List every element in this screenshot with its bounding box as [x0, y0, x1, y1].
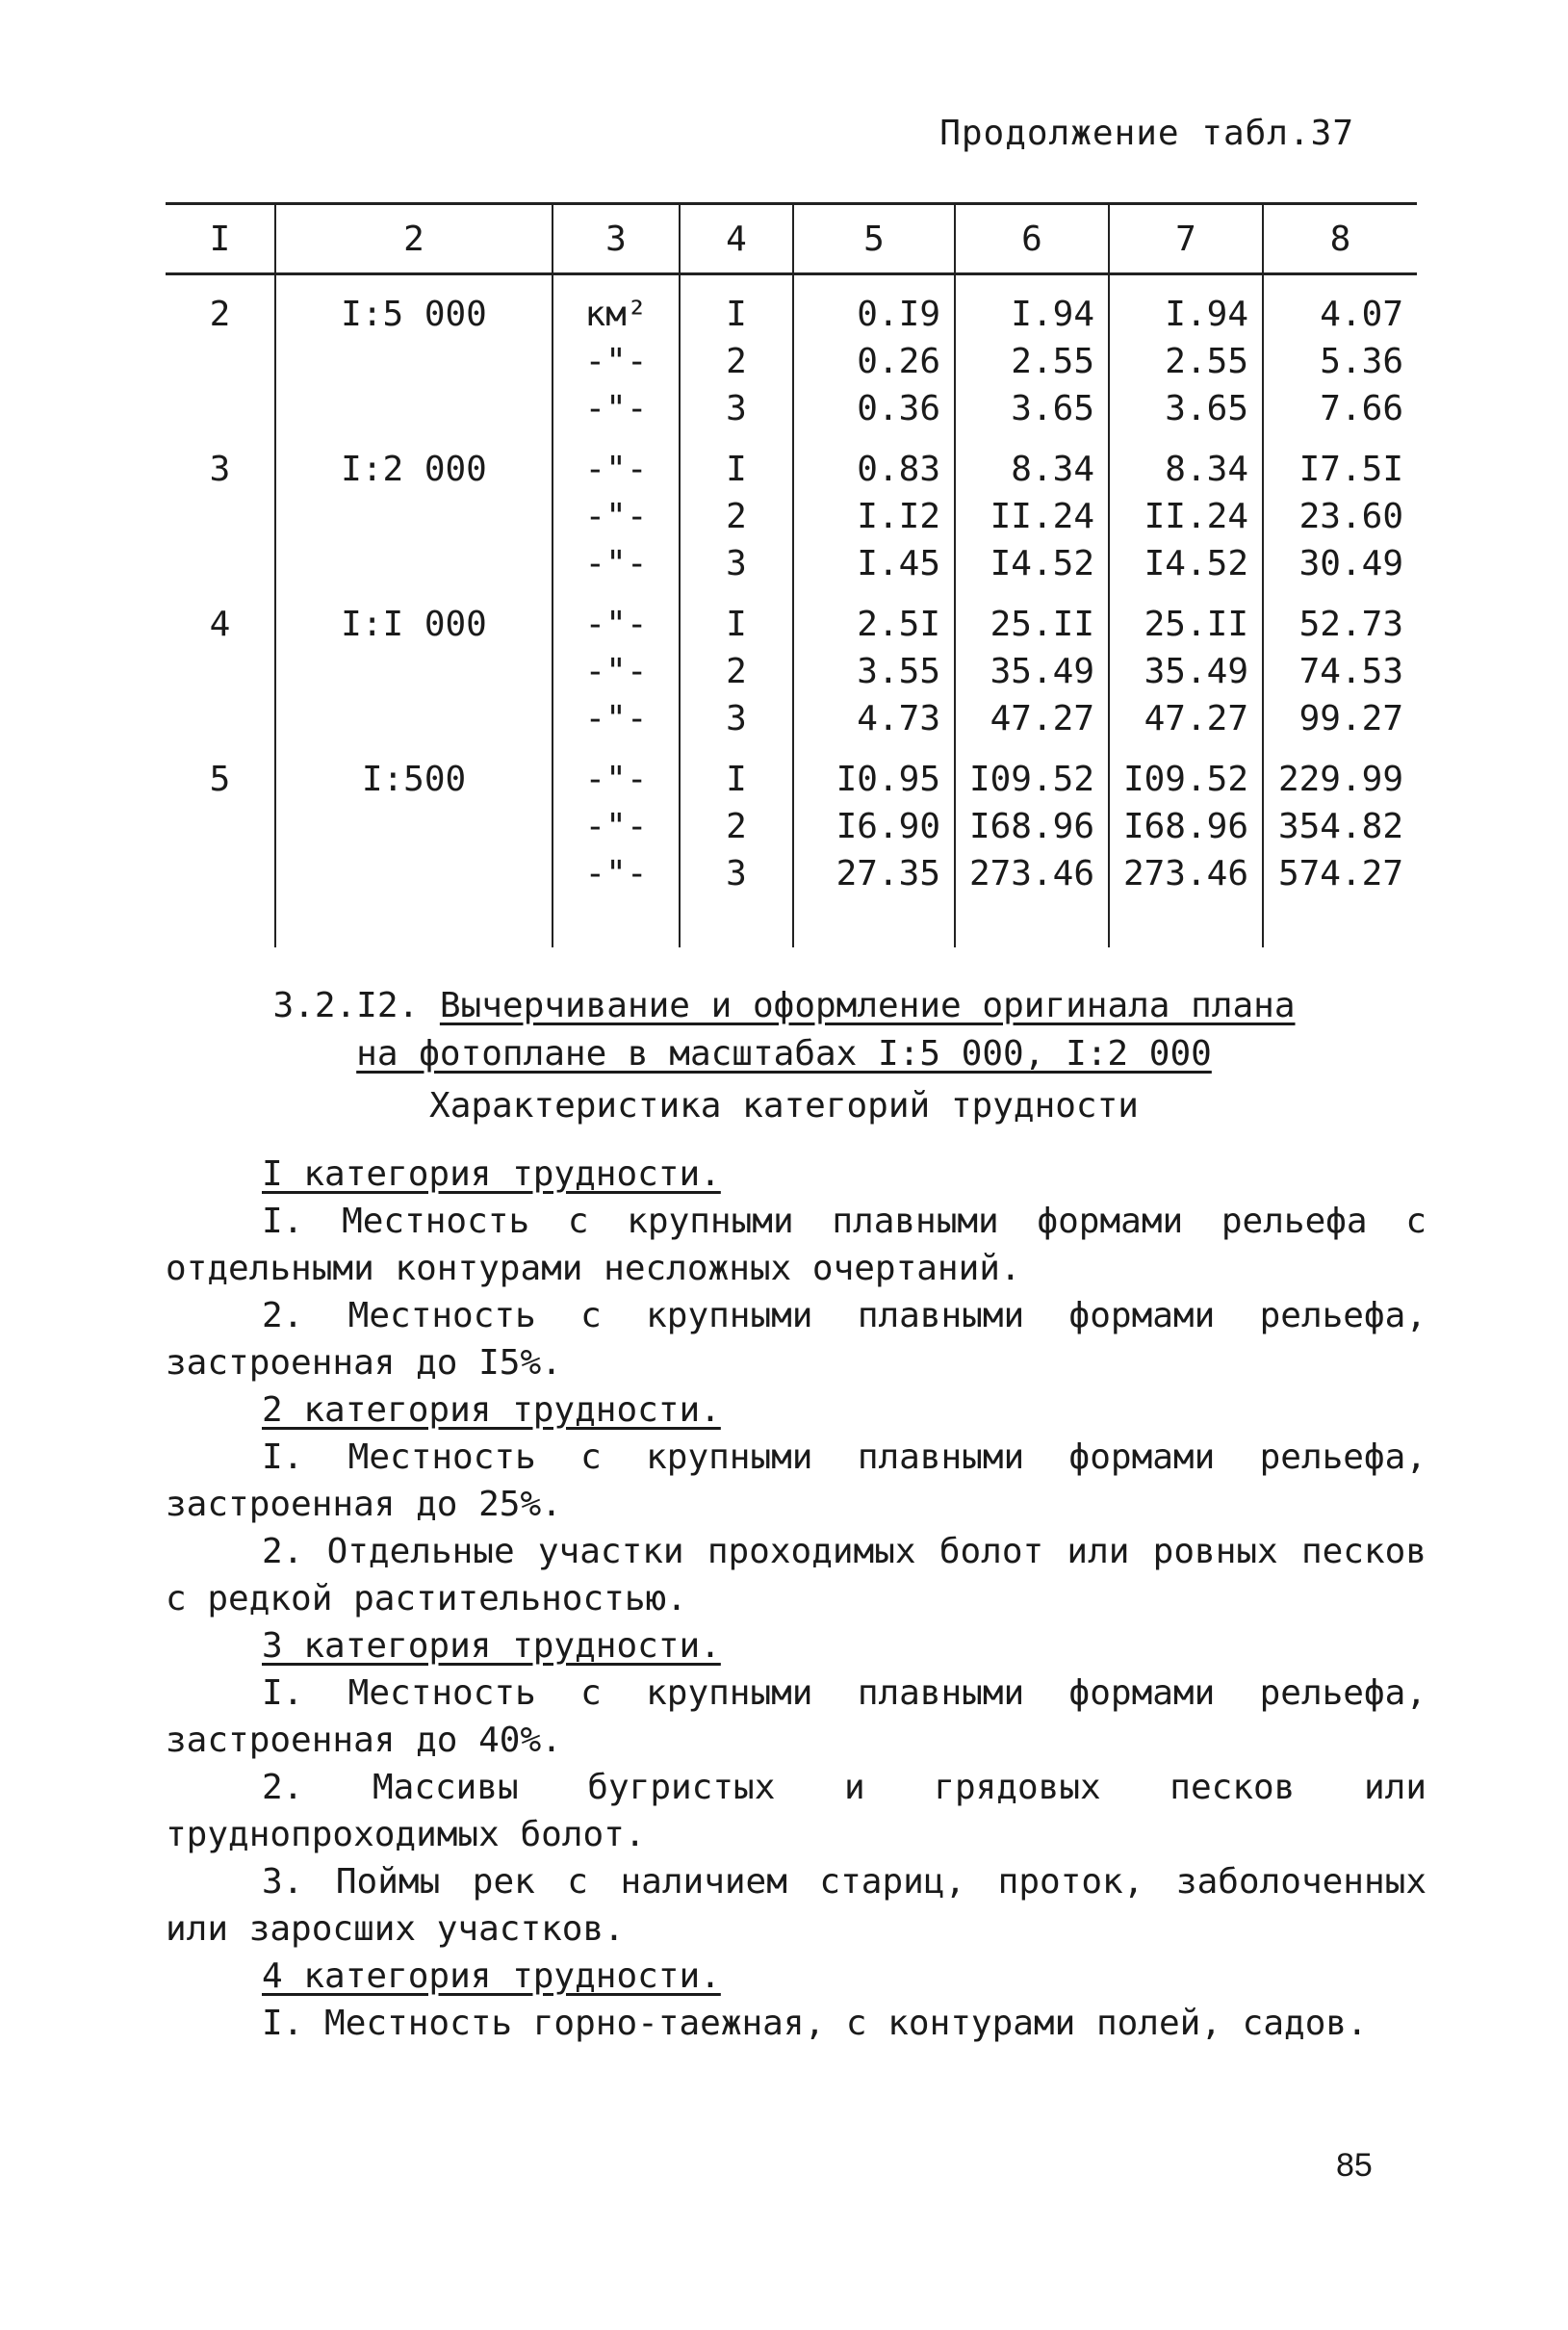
category-item: I. Местность горно-таежная, с контурами полей, садов.: [262, 2004, 1368, 2043]
scale-cell: I:500: [275, 742, 553, 803]
row-number-cell: [166, 695, 275, 742]
column-header: 8: [1263, 204, 1417, 274]
value-cell: 0.I9: [793, 274, 955, 339]
value-cell: 229.99: [1263, 742, 1417, 803]
value-cell: 4.73: [793, 695, 955, 742]
category-heading: 2 категория трудности.: [262, 1390, 721, 1430]
value-cell: I.I2: [793, 493, 955, 540]
value-cell: 2.5I: [793, 587, 955, 648]
row-number-cell: [166, 493, 275, 540]
value-cell: 25.II: [1109, 587, 1263, 648]
value-cell: I0.95: [793, 742, 955, 803]
category-heading: 3 категория трудности.: [262, 1626, 721, 1666]
category-item: I. Местность с крупными плавными формами рельефа с отдельными контурами несложных очертаний.: [166, 1202, 1427, 1288]
unit-cell: -"-: [553, 648, 680, 695]
category-heading: I категория трудности.: [262, 1154, 721, 1194]
table-row: [166, 493, 1417, 540]
value-cell: 574.27: [1263, 850, 1417, 897]
table-row: [166, 274, 1417, 339]
value-cell: 273.46: [955, 850, 1109, 897]
value-cell: II.24: [955, 493, 1109, 540]
category-item: I. Местность с крупными плавными формами рельефа, застроенная до 40%.: [166, 1673, 1427, 1760]
category-item: 2. Отдельные участки проходимых болот или ровных песков с редкой растительностью.: [166, 1532, 1427, 1618]
value-cell: 47.27: [1109, 695, 1263, 742]
row-number-cell: [166, 385, 275, 432]
empty-cell: [553, 897, 680, 947]
section-subheading: Характеристика категорий трудности: [429, 1086, 1139, 1126]
row-number-cell: [166, 540, 275, 587]
unit-cell: -"-: [553, 338, 680, 385]
category-cell: I: [680, 274, 793, 339]
category-cell: 3: [680, 850, 793, 897]
value-cell: 354.82: [1263, 803, 1417, 850]
category-cell: I: [680, 432, 793, 493]
unit-cell: -"-: [553, 695, 680, 742]
value-cell: I.45: [793, 540, 955, 587]
scale-cell: [275, 338, 553, 385]
category-item: 2. Местность с крупными плавными формами рельефа, застроенная до I5%.: [166, 1296, 1427, 1383]
empty-cell: [1263, 897, 1417, 947]
category-cell: 3: [680, 385, 793, 432]
value-cell: 0.83: [793, 432, 955, 493]
value-cell: 47.27: [955, 695, 1109, 742]
value-cell: 3.65: [955, 385, 1109, 432]
unit-cell: -"-: [553, 803, 680, 850]
table-row: [166, 385, 1417, 432]
value-cell: I09.52: [955, 742, 1109, 803]
category-cell: 2: [680, 803, 793, 850]
column-header: 5: [793, 204, 955, 274]
value-cell: 273.46: [1109, 850, 1263, 897]
value-cell: 0.26: [793, 338, 955, 385]
table-header-row: [166, 204, 1417, 274]
value-cell: 5.36: [1263, 338, 1417, 385]
row-number-cell: [166, 338, 275, 385]
value-cell: 7.66: [1263, 385, 1417, 432]
unit-cell: -"-: [553, 850, 680, 897]
value-cell: 8.34: [955, 432, 1109, 493]
value-cell: II.24: [1109, 493, 1263, 540]
value-cell: 30.49: [1263, 540, 1417, 587]
section-title-line-2: на фотоплане в масштабах I:5 000, I:2 000: [356, 1034, 1212, 1074]
category-cell: I: [680, 587, 793, 648]
table-row: [166, 742, 1417, 803]
unit-cell: -"-: [553, 385, 680, 432]
value-cell: 2.55: [955, 338, 1109, 385]
section-title-line-1: Вычерчивание и оформление оригинала плана: [439, 986, 1296, 1025]
column-header: 6: [955, 204, 1109, 274]
unit-cell: -"-: [553, 587, 680, 648]
category-item: I. Местность с крупными плавными формами рельефа, застроенная до 25%.: [166, 1437, 1427, 1524]
value-cell: I68.96: [955, 803, 1109, 850]
row-number-cell: [166, 803, 275, 850]
column-header: 3: [553, 204, 680, 274]
table-row: [166, 540, 1417, 587]
scale-cell: [275, 648, 553, 695]
table-row: [166, 338, 1417, 385]
table-row: [166, 803, 1417, 850]
value-cell: 23.60: [1263, 493, 1417, 540]
value-cell: 35.49: [1109, 648, 1263, 695]
empty-cell: [1109, 897, 1263, 947]
category-heading: 4 категория трудности.: [262, 1956, 721, 1996]
column-header: 2: [275, 204, 553, 274]
value-cell: I.94: [955, 274, 1109, 339]
value-cell: 99.27: [1263, 695, 1417, 742]
table-tail-row: [166, 897, 1417, 947]
unit-cell: -"-: [553, 540, 680, 587]
unit-cell: км²: [553, 274, 680, 339]
column-header: I: [166, 204, 275, 274]
unit-cell: -"-: [553, 493, 680, 540]
category-cell: 3: [680, 695, 793, 742]
value-cell: 25.II: [955, 587, 1109, 648]
table-row: [166, 648, 1417, 695]
value-cell: 8.34: [1109, 432, 1263, 493]
scale-cell: I:I 000: [275, 587, 553, 648]
value-cell: 4.07: [1263, 274, 1417, 339]
category-cell: I: [680, 742, 793, 803]
section-title: [0, 982, 1568, 1078]
column-header: 4: [680, 204, 793, 274]
unit-cell: -"-: [553, 432, 680, 493]
value-cell: 27.35: [793, 850, 955, 897]
table-row: [166, 432, 1417, 493]
value-cell: 3.55: [793, 648, 955, 695]
scale-cell: I:2 000: [275, 432, 553, 493]
scale-cell: [275, 385, 553, 432]
empty-cell: [166, 897, 275, 947]
scale-cell: I:5 000: [275, 274, 553, 339]
row-number-cell: 2: [209, 295, 231, 334]
value-cell: 74.53: [1263, 648, 1417, 695]
table-body: [166, 274, 1417, 948]
value-cell: 3.65: [1109, 385, 1263, 432]
row-number-cell: 5: [209, 760, 231, 799]
categories-list: [166, 1151, 1427, 2047]
table-row: [166, 850, 1417, 897]
page-number: 85: [1336, 2147, 1373, 2184]
table-row: [166, 695, 1417, 742]
table-row: [166, 587, 1417, 648]
row-number-cell: 3: [209, 450, 231, 489]
row-number-cell: 4: [209, 605, 231, 644]
value-cell: I09.52: [1109, 742, 1263, 803]
scale-cell: [275, 540, 553, 587]
empty-cell: [793, 897, 955, 947]
category-cell: 3: [680, 540, 793, 587]
scale-cell: [275, 850, 553, 897]
column-header: 7: [1109, 204, 1263, 274]
value-cell: 0.36: [793, 385, 955, 432]
value-cell: 35.49: [955, 648, 1109, 695]
scale-cell: [275, 695, 553, 742]
value-cell: I4.52: [955, 540, 1109, 587]
value-cell: 52.73: [1263, 587, 1417, 648]
empty-cell: [955, 897, 1109, 947]
value-cell: I6.90: [793, 803, 955, 850]
value-cell: I.94: [1109, 274, 1263, 339]
scale-cell: [275, 493, 553, 540]
category-item: 2. Массивы бугристых и грядовых песков или труднопроходимых болот.: [166, 1768, 1427, 1854]
category-cell: 2: [680, 338, 793, 385]
data-table: [166, 202, 1417, 947]
value-cell: I68.96: [1109, 803, 1263, 850]
table-continuation-label: Продолжение табл.37: [939, 114, 1354, 153]
row-number-cell: [166, 648, 275, 695]
empty-cell: [680, 897, 793, 947]
empty-cell: [275, 897, 553, 947]
section-number: 3.2.I2.: [272, 986, 420, 1025]
category-item: 3. Поймы рек с наличием стариц, проток, заболоченных или заросших участков.: [166, 1862, 1427, 1949]
value-cell: I4.52: [1109, 540, 1263, 587]
category-cell: 2: [680, 493, 793, 540]
value-cell: I7.5I: [1263, 432, 1417, 493]
scale-cell: [275, 803, 553, 850]
category-cell: 2: [680, 648, 793, 695]
unit-cell: -"-: [553, 742, 680, 803]
value-cell: 2.55: [1109, 338, 1263, 385]
row-number-cell: [166, 850, 275, 897]
